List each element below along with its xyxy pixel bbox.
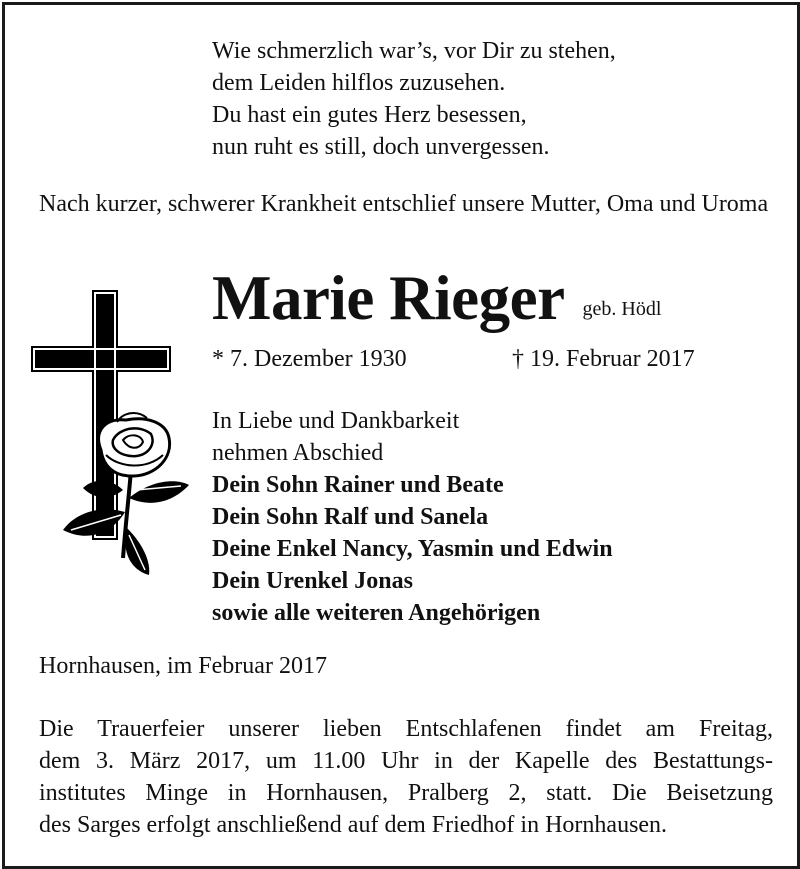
poem-line: nun ruht es still, doch unvergessen. (212, 134, 550, 160)
mourners-list (212, 405, 613, 629)
funeral-line: institutes Minge in Hornhausen, Pralberg 2, statt. Die Beisetzung (39, 780, 773, 806)
mourner-name: sowie alle weiteren Angehörigen (212, 600, 541, 626)
mourner-name: Dein Sohn Ralf und Sanela (212, 504, 489, 530)
poem-line: Wie schmerzlich war’s, vor Dir zu stehen, (212, 38, 616, 64)
obituary-notice (2, 2, 800, 869)
funeral-line: Die Trauerfeier unserer lieben Entschlafenen findet am Freitag, (39, 716, 773, 742)
mourner-name: Dein Sohn Rainer und Beate (212, 472, 504, 498)
poem-line: dem Leiden hilflos zuzusehen. (212, 70, 506, 96)
birth-date: * 7. Dezember 1930 (212, 346, 407, 372)
poem-line: Du hast ein gutes Herz besessen, (212, 102, 527, 128)
maiden-name: geb. Hödl (582, 298, 662, 320)
mourner-name: Deine Enkel Nancy, Yasmin und Edwin (212, 536, 613, 562)
mourners-intro-line: nehmen Abschied (212, 440, 384, 466)
cross-icon (31, 290, 201, 580)
deceased-heading (212, 263, 661, 333)
mourners-intro-line: In Liebe und Dankbarkeit (212, 408, 460, 434)
announcement-intro: Nach kurzer, schwerer Krankheit entschlief unsere Mutter, Oma und Uroma (39, 191, 769, 217)
memorial-emblem (31, 290, 201, 585)
memorial-poem (212, 35, 616, 163)
funeral-line: des Sarges erfolgt anschließend auf dem Friedhof in Hornhausen. (39, 812, 668, 838)
rose-icon (63, 413, 189, 575)
place-date: Hornhausen, im Februar 2017 (39, 653, 327, 679)
mourner-name: Dein Urenkel Jonas (212, 568, 413, 594)
deceased-name: Marie Rieger (212, 263, 565, 333)
death-date: † 19. Februar 2017 (512, 346, 695, 372)
funeral-details (39, 713, 773, 841)
funeral-line: dem 3. März 2017, um 11.00 Uhr in der Kapelle des Bestattungs- (39, 748, 773, 774)
